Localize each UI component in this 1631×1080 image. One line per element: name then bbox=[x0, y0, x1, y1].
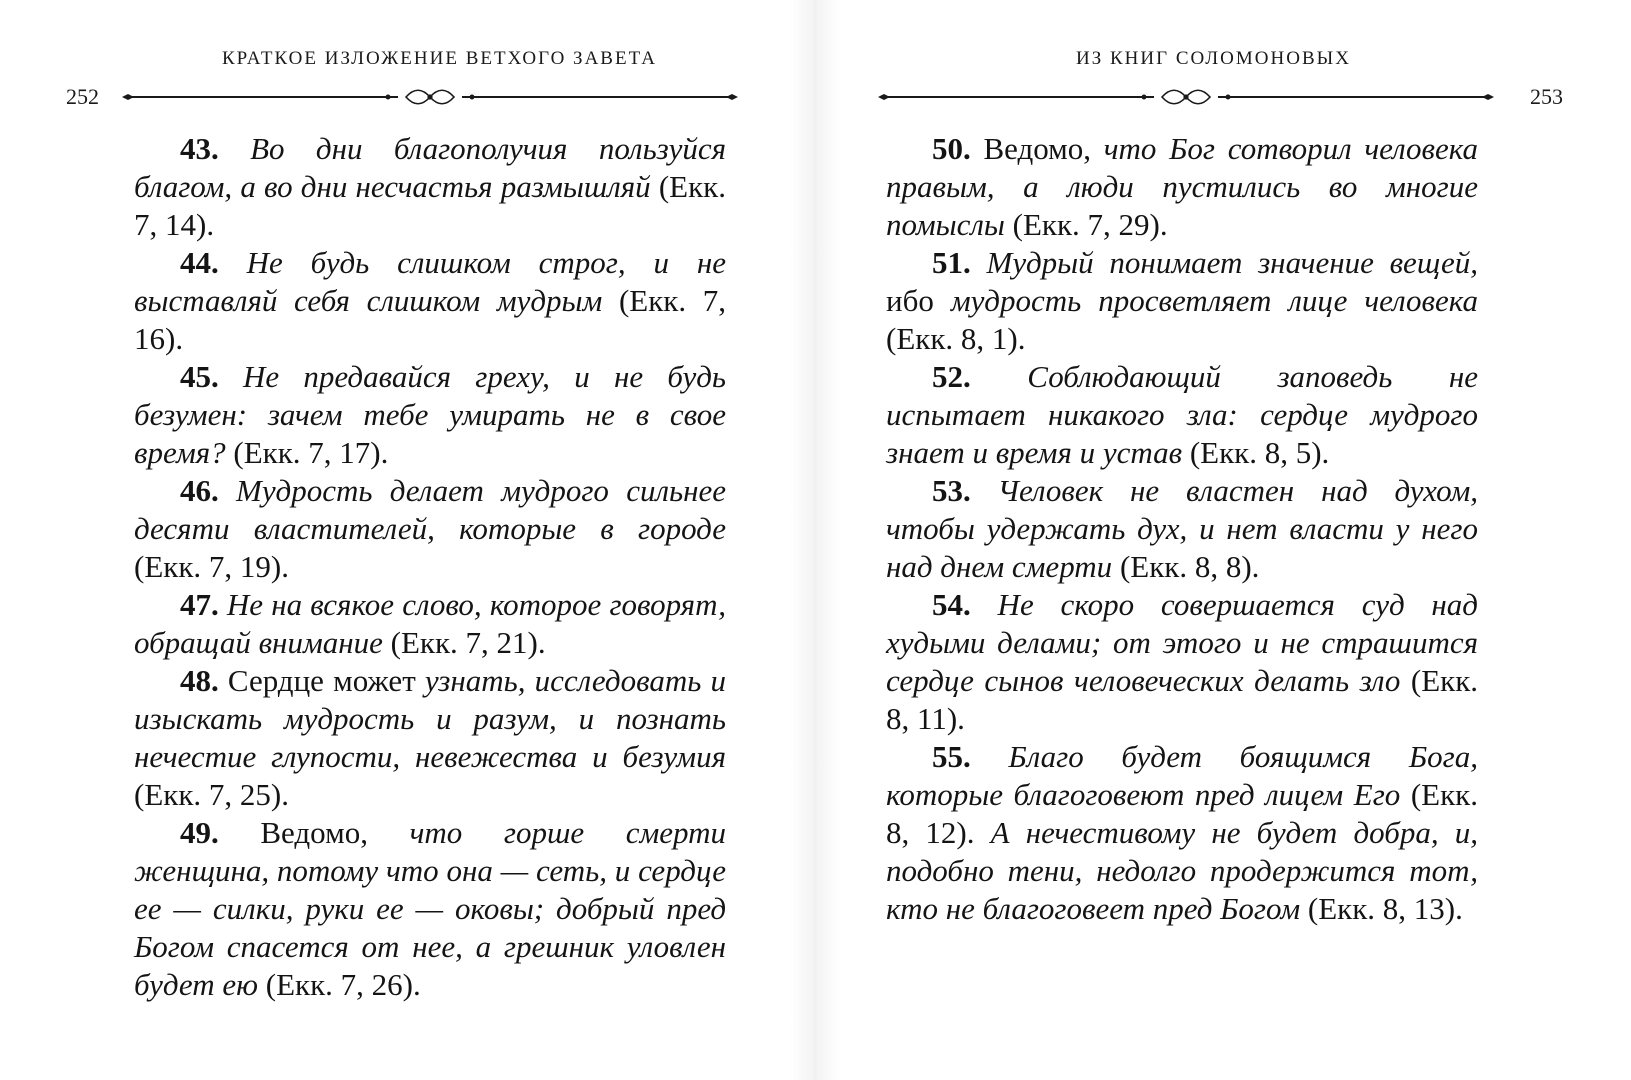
verse bbox=[886, 738, 1478, 928]
verse-reference: (Екк. 7, 29). bbox=[1004, 207, 1168, 242]
verse-text: А нечестивому не будет добра, и, подобно тени, недолго продержится тот, кто не благоговеет пред Богом bbox=[886, 815, 1478, 926]
verse-text: Не скоро совершается суд над худыми делами; от этого и не страшится сердце сынов человеческих делать зло bbox=[886, 587, 1478, 698]
verse bbox=[886, 244, 1478, 358]
verse-reference: (Екк. 7, 21). bbox=[382, 625, 546, 660]
verse-text-roman: Ведомо, bbox=[970, 131, 1104, 166]
verse bbox=[134, 358, 726, 472]
verse bbox=[886, 358, 1478, 472]
verse-text: Не будь слишком строг, и не выставляй себя слишком мудрым bbox=[134, 245, 726, 318]
verse bbox=[134, 130, 726, 244]
page-text bbox=[134, 130, 726, 1004]
verse-text: Соблюдающий заповедь не испытает никакого зла: сердце мудрого знает и время и устав bbox=[886, 359, 1478, 470]
verse-text: Мудрость делает мудрого сильнее десяти властителей, которые в городе bbox=[134, 473, 726, 546]
verse-reference: (Екк. 7, 26). bbox=[258, 967, 421, 1002]
verse bbox=[134, 586, 726, 662]
verse-reference: (Екк. 8, 12). bbox=[886, 777, 1478, 850]
running-head: КРАТКОЕ ИЗЛОЖЕНИЕ ВЕТХОГО ЗАВЕТА bbox=[222, 48, 657, 69]
right-page bbox=[830, 0, 1631, 1080]
ornamental-rule bbox=[878, 86, 1494, 108]
verse bbox=[886, 472, 1478, 586]
verse-text: Мудрый понимает значение вещей, bbox=[970, 245, 1478, 280]
verse-number: 47. bbox=[180, 587, 219, 622]
verse bbox=[134, 244, 726, 358]
ornamental-rule bbox=[122, 86, 738, 108]
verse-reference: (Екк. 7, 19). bbox=[134, 549, 289, 584]
verse-number: 52. bbox=[932, 359, 971, 394]
verse bbox=[886, 130, 1478, 244]
verse-text-roman: Ведомо, bbox=[218, 815, 410, 850]
running-head: ИЗ КНИГ СОЛОМОНОВЫХ bbox=[1076, 48, 1351, 69]
verse-text: Во дни благополучия пользуйся благом, а во дни несчастья размышляй bbox=[134, 131, 726, 204]
verse-reference: (Екк. 8, 5). bbox=[1182, 435, 1330, 470]
verse bbox=[134, 472, 726, 586]
left-page bbox=[0, 0, 800, 1080]
verse-reference: (Екк. 7, 16). bbox=[134, 283, 726, 356]
page-number: 253 bbox=[1530, 84, 1563, 109]
verse bbox=[134, 814, 726, 1004]
verse-text: Человек не властен над духом, чтобы удержать дух, и нет власти у него над днем смерти bbox=[886, 473, 1478, 584]
verse-text: Не предавайся греху, и не будь безумен: зачем тебе умирать не в свое время? bbox=[134, 359, 726, 470]
verse bbox=[134, 662, 726, 814]
verse-number: 48. bbox=[180, 663, 219, 698]
verse-text-roman: ибо bbox=[886, 283, 951, 318]
verse-number: 43. bbox=[180, 131, 219, 166]
verse-number: 50. bbox=[932, 131, 971, 166]
verse-text: узнать, исследовать и изыскать мудрость и разум, и познать нечестие глупости, невежества и безумия bbox=[134, 663, 726, 774]
verse-reference: (Екк. 8, 11). bbox=[886, 663, 1479, 736]
verse-reference: (Екк. 7, 14). bbox=[134, 169, 726, 242]
verse-number: 55. bbox=[932, 739, 971, 774]
verse-reference: (Екк. 7, 25). bbox=[134, 777, 289, 812]
verse-reference: (Екк. 7, 17). bbox=[225, 435, 389, 470]
verse-number: 54. bbox=[932, 587, 971, 622]
verse-reference: (Екк. 8, 8). bbox=[1112, 549, 1260, 584]
page-number: 252 bbox=[66, 84, 99, 109]
verse-text: Не на всякое слово, которое говорят, обращай внимание bbox=[134, 587, 726, 660]
verse-number: 45. bbox=[180, 359, 219, 394]
verse-text: что горше смерти женщина, потому что она — сеть, и сердце ее — силки, руки ее — оковы; добрый пред Богом спасется от нее, а грешник уловлен будет ею bbox=[134, 815, 727, 1002]
verse-number: 44. bbox=[180, 245, 219, 280]
verse-number: 51. bbox=[932, 245, 971, 280]
verse-text: что Бог сотворил человека правым, а люди пустились во многие помыслы bbox=[886, 131, 1478, 242]
page-text bbox=[886, 130, 1478, 928]
verse-number: 53. bbox=[932, 473, 971, 508]
verse-reference: (Екк. 8, 1). bbox=[886, 321, 1026, 356]
verse bbox=[886, 586, 1478, 738]
verse-text: мудрость просветляет лице человека bbox=[950, 283, 1478, 318]
verse-number: 46. bbox=[180, 473, 219, 508]
verse-text-roman: Сердце может bbox=[218, 663, 425, 698]
verse-reference: (Екк. 8, 13). bbox=[1300, 891, 1463, 926]
verse-text: Благо будет боящимся Бога, которые благоговеют пред лицем Его bbox=[886, 739, 1478, 812]
verse-number: 49. bbox=[180, 815, 219, 850]
